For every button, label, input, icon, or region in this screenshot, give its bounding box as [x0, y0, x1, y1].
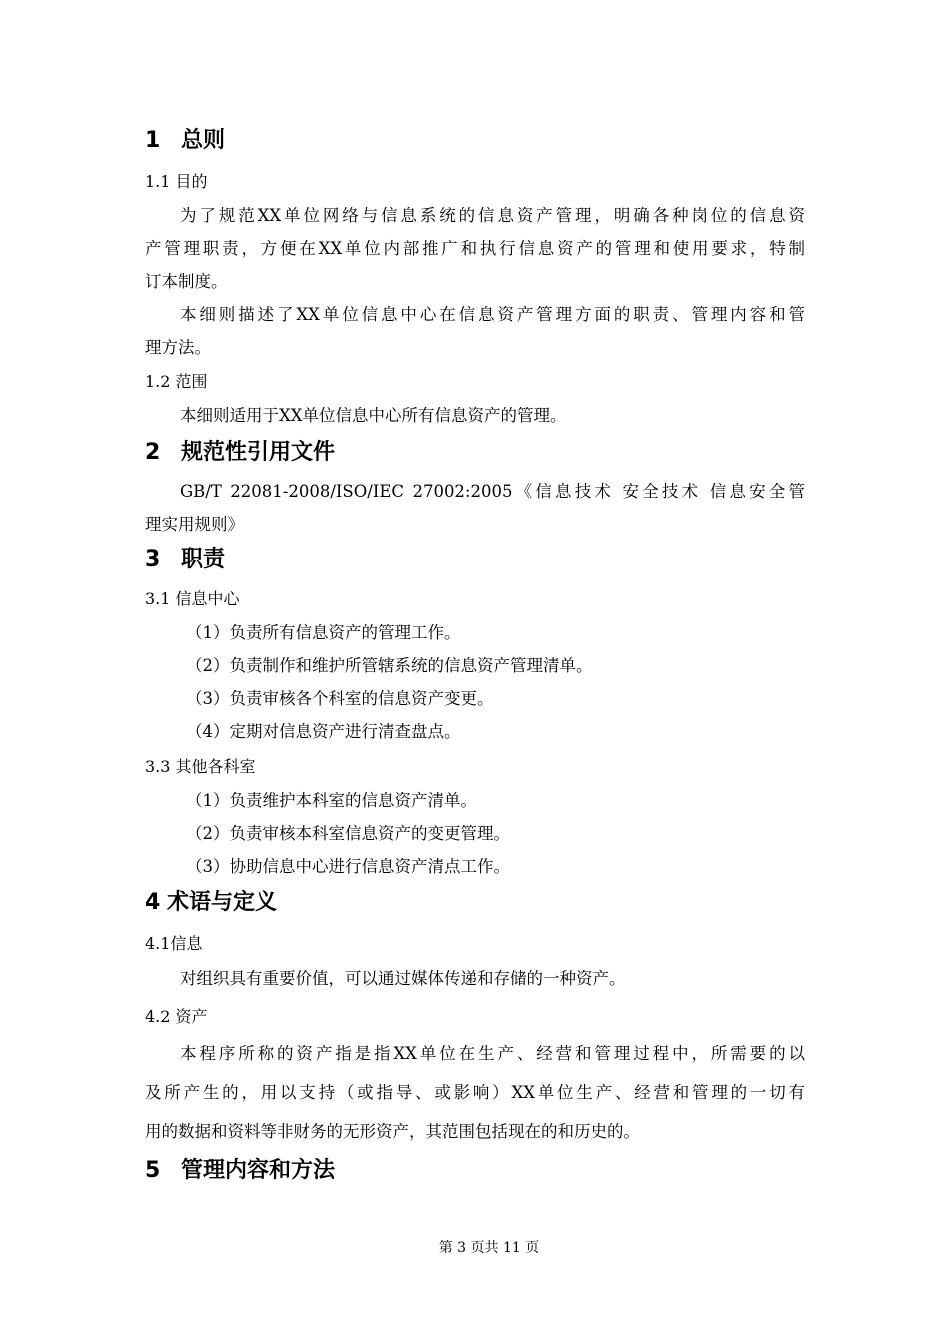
section-title: 职责 — [181, 547, 226, 572]
paragraph-line: GB/T 22081-2008/ISO/IEC 27002:2005《信息技术 安全技术 信息安全管 — [180, 482, 805, 501]
section-number: 4 — [145, 890, 161, 915]
paragraph-line: 本细则适用于XX单位信息中心所有信息资产的管理。 — [180, 406, 567, 425]
section-heading-2 — [145, 440, 335, 466]
section-title: 管理内容和方法 — [181, 1158, 336, 1183]
paragraph-line: 对组织具有重要价值，可以通过媒体传递和存储的一种资产。 — [180, 969, 626, 988]
section-title: 术语与定义 — [167, 890, 278, 915]
subsection-heading-1-2: 1.2 范围 — [145, 372, 208, 391]
paragraph-line: 本程序所称的资产指是指XX单位在生产、经营和管理过程中，所需要的以 — [180, 1044, 805, 1063]
section-number: 2 — [145, 440, 161, 465]
section-heading-4 — [145, 890, 277, 916]
paragraph-line: 本细则描述了XX单位信息中心在信息资产管理方面的职责、管理内容和管 — [180, 305, 805, 324]
section-heading-5 — [145, 1158, 335, 1184]
section-number: 1 — [145, 128, 161, 153]
paragraph-line: 为了规范XX单位网络与信息系统的信息资产管理，明确各种岗位的信息资 — [180, 206, 805, 225]
subsection-heading-3-1: 3.1 信息中心 — [145, 589, 240, 608]
list-item: （1）负责所有信息资产的管理工作。 — [186, 623, 461, 642]
page-footer: 第 3 页共 11 页 — [438, 1240, 540, 1256]
subsection-heading-3-3: 3.3 其他各科室 — [145, 757, 256, 776]
section-title: 总则 — [181, 128, 226, 153]
section-title: 规范性引用文件 — [181, 440, 336, 465]
list-item: （1）负责维护本科室的信息资产清单。 — [186, 791, 477, 810]
list-item: （3）协助信息中心进行信息资产清点工作。 — [186, 857, 510, 876]
section-number: 3 — [145, 547, 161, 572]
paragraph-line: 及所产生的，用以支持（或指导、或影响）XX单位生产、经营和管理的一切有 — [145, 1083, 805, 1102]
paragraph-line: 订本制度。 — [145, 272, 228, 291]
list-item: （2）负责制作和维护所管辖系统的信息资产管理清单。 — [186, 656, 593, 675]
paragraph-line: 产管理职责，方便在XX单位内部推广和执行信息资产的管理和使用要求，特制 — [145, 239, 805, 258]
subsection-heading-1-1: 1.1 目的 — [145, 172, 208, 191]
paragraph-line: 理方法。 — [145, 338, 211, 357]
section-heading-3 — [145, 547, 225, 573]
section-heading-1 — [145, 128, 225, 154]
paragraph-line: 用的数据和资料等非财务的无形资产，其范围包括现在的和历史的。 — [145, 1122, 640, 1141]
paragraph-line: 理实用规则》 — [145, 515, 244, 534]
list-item: （3）负责审核各个科室的信息资产变更。 — [186, 689, 494, 708]
subsection-heading-4-1: 4.1信息 — [145, 934, 203, 953]
subsection-heading-4-2: 4.2 资产 — [145, 1007, 208, 1026]
section-number: 5 — [145, 1158, 161, 1183]
list-item: （4）定期对信息资产进行清查盘点。 — [186, 722, 461, 741]
list-item: （2）负责审核本科室信息资产的变更管理。 — [186, 824, 510, 843]
